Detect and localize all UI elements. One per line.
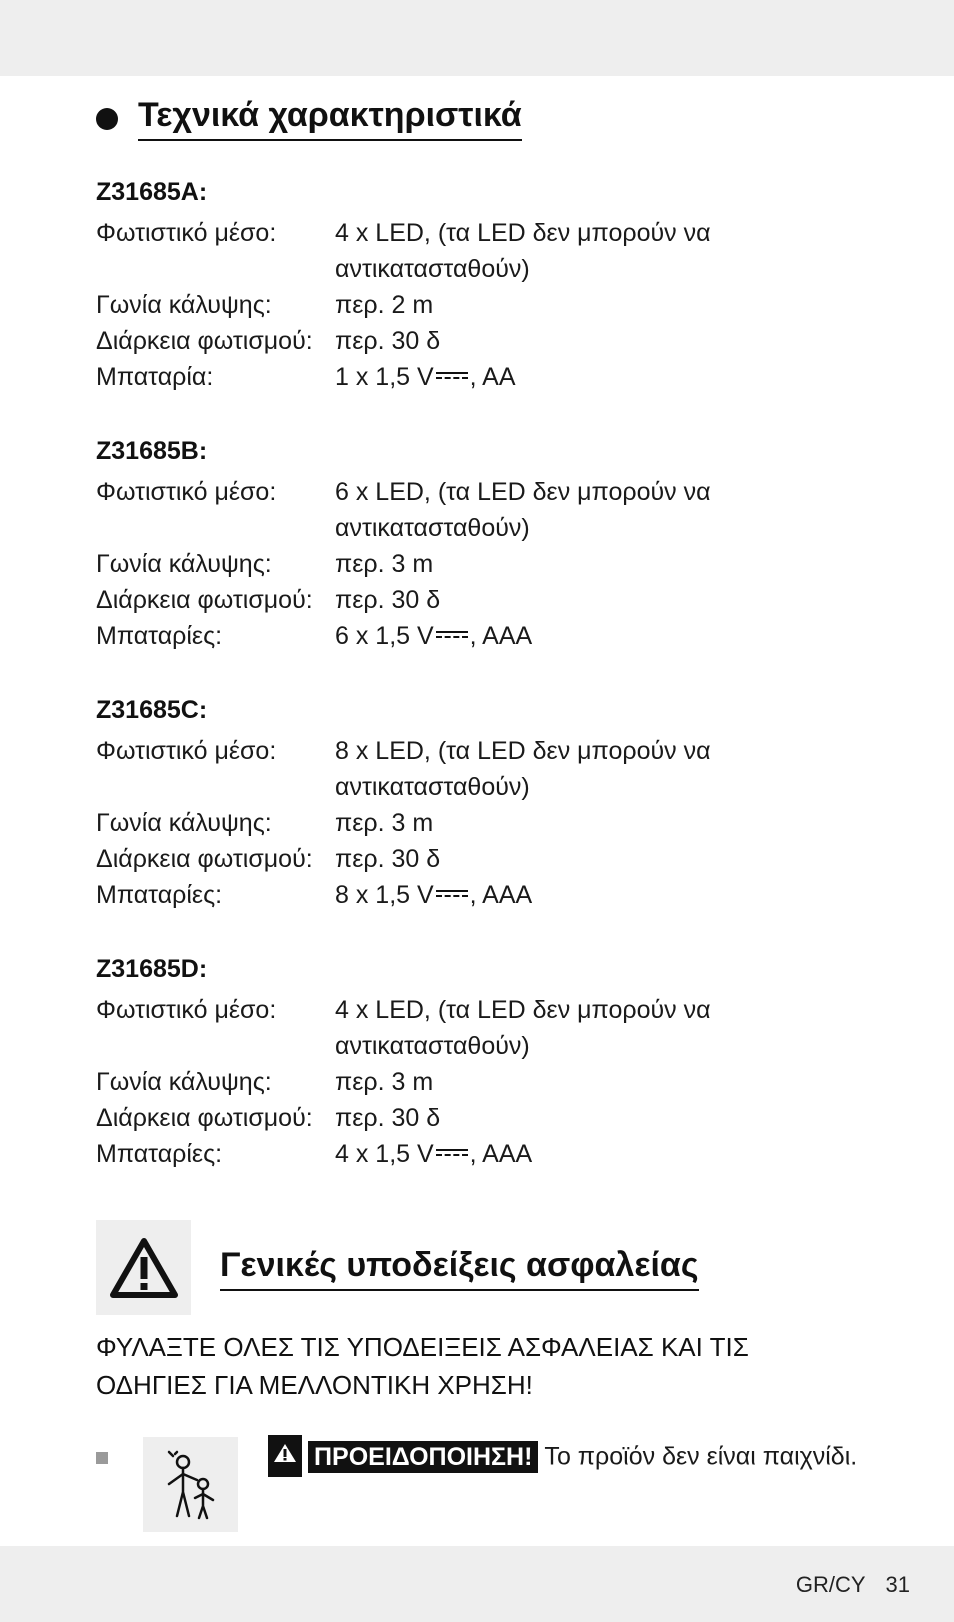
spec-row [96,474,896,546]
warning-notice [268,1437,868,1479]
spec-label: Διάρκεια φωτισμού: [96,586,313,614]
page-title: Τεχνικά χαρακτηριστικά [138,96,522,141]
battery-spec: 6 x 1,5 V [335,622,434,650]
spec-label: Φωτιστικό μέσο: [96,737,277,765]
spec-row [96,287,896,323]
spec-row [96,359,896,395]
battery-spec: 4 x 1,5 V [335,1140,434,1168]
model-name: Z31685C: [96,696,208,724]
spec-value [335,359,755,395]
spec-row [96,733,896,805]
spec-row [96,546,896,582]
spec-label: Διάρκεια φωτισμού: [96,1104,313,1132]
model-block-b [96,437,896,654]
spec-label: Φωτιστικό μέσο: [96,996,277,1024]
dc-current-icon [435,1147,469,1157]
spec-label: Φωτιστικό μέσο: [96,478,277,506]
locale-code: GR/CY [795,1572,866,1597]
model-block-c [96,696,896,913]
spec-label: Μπαταρίες: [96,881,223,909]
section-heading [96,96,522,141]
model-block-d [96,955,896,1172]
dc-current-icon [435,888,469,898]
battery-type: , AAA [469,622,533,650]
spec-row [96,1064,896,1100]
spec-value: περ. 3 m [335,550,434,578]
dc-current-icon [435,629,469,639]
spec-label: Γωνία κάλυψης: [96,809,272,837]
spec-value: περ. 30 δ [335,327,441,355]
spec-value: περ. 30 δ [335,1104,441,1132]
spec-label: Γωνία κάλυψης: [96,1068,272,1096]
spec-value [335,618,755,654]
warning-text: Το προϊόν δεν είναι παιχνίδι. [544,1442,858,1471]
spec-value: περ. 2 m [335,291,434,319]
model-block-a [96,178,896,395]
warning-label: ΠΡΟΕΙΔΟΠΟΙΗΣΗ! [308,1441,538,1473]
list-bullet [96,1452,108,1464]
page-footer [796,1572,910,1598]
safety-instruction-caps: ΦΥΛΑΞΤΕ ΟΛΕΣ ΤΙΣ ΥΠΟΔΕΙΞΕΙΣ ΑΣΦΑΛΕΙΑΣ ΚΑΙ ΤΙΣ ΟΔΗΓΙΕΣ ΓΙΑ ΜΕΛΛΟΝΤΙΚΗ ΧΡΗΣΗ! [96,1332,749,1400]
spec-row [96,618,896,654]
spec-label: Μπαταρία: [96,363,214,391]
model-name: Z31685B: [96,437,208,465]
safety-heading: Γενικές υποδείξεις ασφαλείας [220,1246,699,1291]
warning-triangle-small-icon [268,1435,302,1477]
spec-value: 8 x LED, (τα LED δεν μπορούν να αντικατασταθούν) [335,737,711,801]
spec-value [335,1136,755,1172]
spec-value: 6 x LED, (τα LED δεν μπορούν να αντικατασταθούν) [335,478,711,542]
spec-row [96,841,896,877]
spec-row [96,1100,896,1136]
battery-type: , AAA [469,881,533,909]
model-name: Z31685A: [96,178,208,206]
battery-type: , AA [469,363,516,391]
spec-row [96,323,896,359]
battery-spec: 1 x 1,5 V [335,363,434,391]
spec-label: Διάρκεια φωτισμού: [96,845,313,873]
battery-type: , AAA [469,1140,533,1168]
spec-row [96,1136,896,1172]
child-caution-icon [143,1437,238,1532]
spec-row [96,582,896,618]
battery-spec: 8 x 1,5 V [335,881,434,909]
spec-value [335,877,755,913]
spec-label: Μπαταρίες: [96,1140,223,1168]
spec-row [96,805,896,841]
spec-label: Γωνία κάλυψης: [96,291,272,319]
spec-value: περ. 30 δ [335,586,441,614]
header-band [0,0,954,76]
spec-label: Γωνία κάλυψης: [96,550,272,578]
bullet-dot-icon [96,108,118,130]
spec-label: Μπαταρίες: [96,622,223,650]
page-number: 31 [885,1572,910,1597]
spec-value: περ. 30 δ [335,845,441,873]
spec-row [96,992,896,1064]
spec-row [96,215,896,287]
warning-triangle-icon [96,1220,191,1315]
spec-label: Διάρκεια φωτισμού: [96,327,313,355]
spec-value: περ. 3 m [335,1068,434,1096]
spec-value: 4 x LED, (τα LED δεν μπορούν να αντικατασταθούν) [335,219,711,283]
dc-current-icon [435,370,469,380]
spec-label: Φωτιστικό μέσο: [96,219,277,247]
spec-value: περ. 3 m [335,809,434,837]
spec-row [96,877,896,913]
spec-value: 4 x LED, (τα LED δεν μπορούν να αντικατασταθούν) [335,996,711,1060]
model-name: Z31685D: [96,955,208,983]
